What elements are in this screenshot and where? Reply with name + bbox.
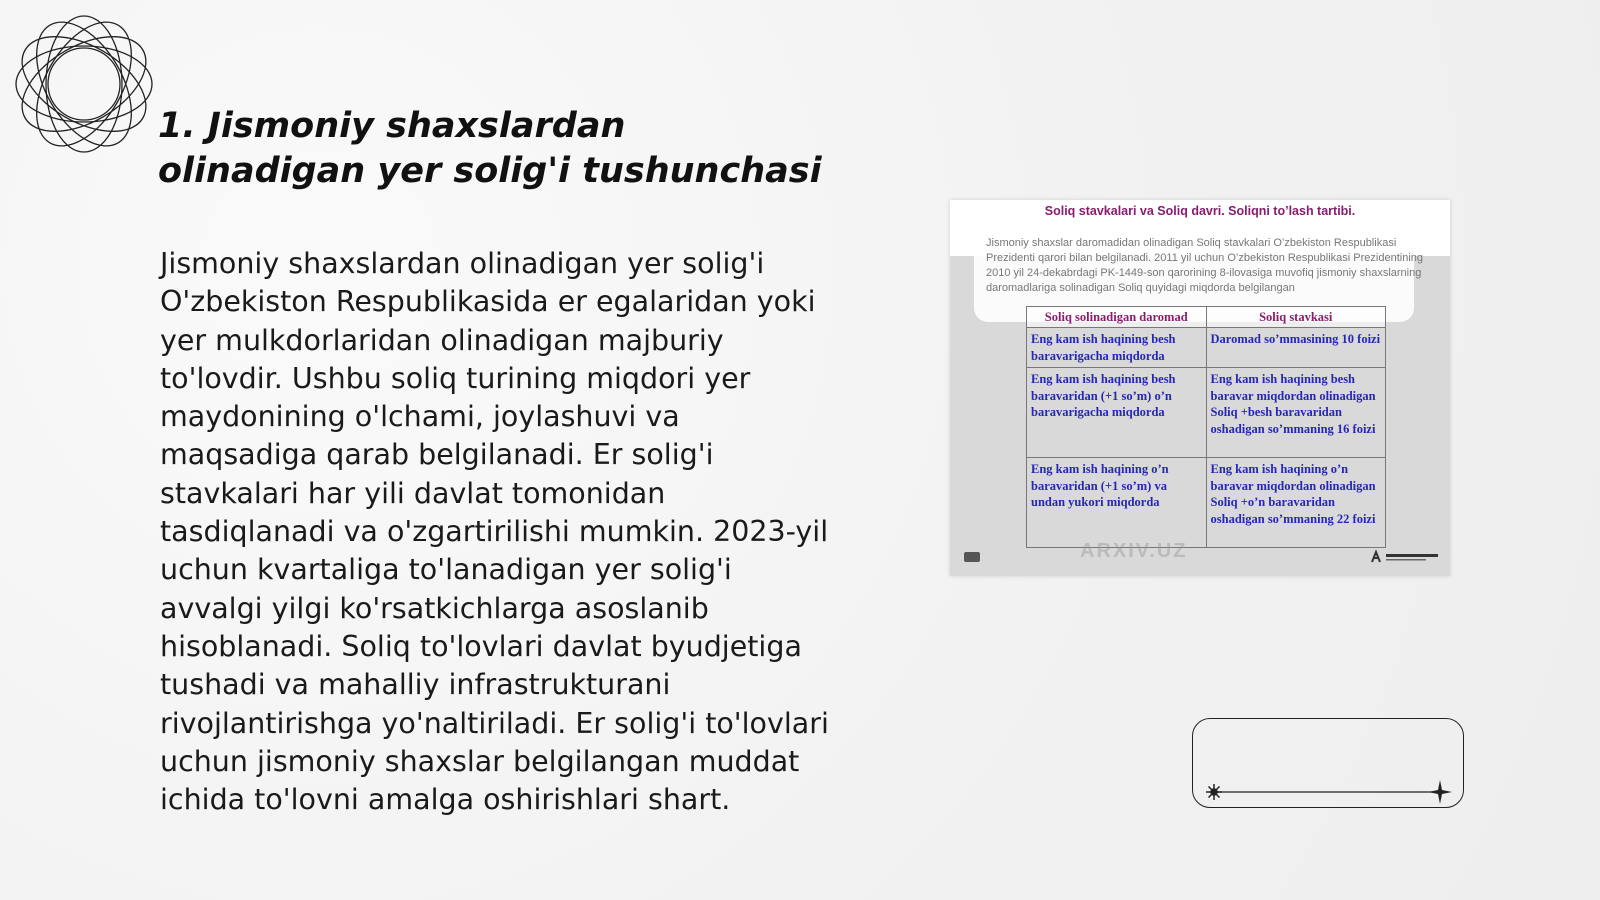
- table-row: [1027, 368, 1386, 458]
- figure-brand-logo-icon: [1370, 548, 1442, 564]
- figure-watermark: ARXIV.UZ: [1080, 540, 1188, 562]
- table-cell: Daromad so’mmasining 10 foizi: [1206, 328, 1386, 368]
- decorative-line: [1200, 780, 1456, 804]
- table-cell: Eng kam ish haqining besh baravaridan (+1 so’m) o’n baravarigacha miqdorda: [1027, 368, 1207, 458]
- table-cell: Eng kam ish haqining besh baravar miqdordan olinadigan Soliq +besh baravaridan oshadigan so’mmaning 16 foizi: [1206, 368, 1386, 458]
- circle-rosette-icon: [10, 10, 158, 158]
- table-row: [1027, 458, 1386, 548]
- figure-corner-logo-icon: [964, 552, 980, 562]
- tax-rates-figure: [950, 200, 1450, 576]
- table-header-cell: Soliq solinadigan daromad: [1027, 307, 1207, 328]
- table-cell: Eng kam ish haqining o’n baravaridan (+1 so’m) va undan yukori miqdorda: [1027, 458, 1207, 548]
- table-header-row: [1027, 307, 1386, 328]
- sparkle-icon: [1206, 784, 1222, 800]
- table-header-cell: Soliq stavkasi: [1206, 307, 1386, 328]
- four-point-star-icon: [1428, 780, 1452, 804]
- tax-rates-table: [1026, 306, 1386, 548]
- table-row: [1027, 328, 1386, 368]
- table-cell: Eng kam ish haqining besh baravarigacha miqdorda: [1027, 328, 1207, 368]
- slide-title: 1. Jismoniy shaxslardan olinadigan yer solig'i tushunchasi: [158, 106, 822, 191]
- table-cell: Eng kam ish haqining o’n baravar miqdordan olinadigan Soliq +o’n baravaridan oshadigan so’mmaning 22 foizi: [1206, 458, 1386, 548]
- slide-body-text: Jismoniy shaxslardan olinadigan yer solig'i O'zbekiston Respublikasida er egalaridan yoki yer mulkdorlaridan olinadigan majburiy to'lovdir. Ushbu soliq turining miqdori yer maydonining o'lchami, joylashuvi va maqsadiga qarab belgilanadi. Er solig'i stavkalari har yili davlat tomonidan tasdiqlanadi va o'zgartirilishi mumkin. 2023-yil uchun kvartaliga to'lanadigan yer solig'i avvalgi yilgi ko'rsatkichlarga asoslanib hisoblanadi. Soliq to'lovlari davlat byudjetiga tushadi va mahalliy infrastrukturani rivojlantirishga yo'naltiriladi. Er solig'i to'lovlari uchun jismoniy shaxslar belgilangan muddat ichida to'lovni amalga oshirishlari shart.: [160, 247, 829, 817]
- figure-title: Soliq stavkalari va Soliq davri. Soliqni to’lash tartibi.: [1044, 204, 1356, 218]
- figure-description: Jismoniy shaxslar daromadidan olinadigan Soliq stavkalari O’zbekiston Respublikasi Prezidenti qarori bilan belgilanadi. 2011 yil uchun O’zbekiston Respublikasi Prezidentining 2010 yil 24-dekabrdagi PK-1449-son qarorining 8-ilovasiga muvofiq jismoniy shaxslarning daromadlariga solinadigan Soliq quyidagi miqdorda belgilangan: [986, 237, 1423, 294]
